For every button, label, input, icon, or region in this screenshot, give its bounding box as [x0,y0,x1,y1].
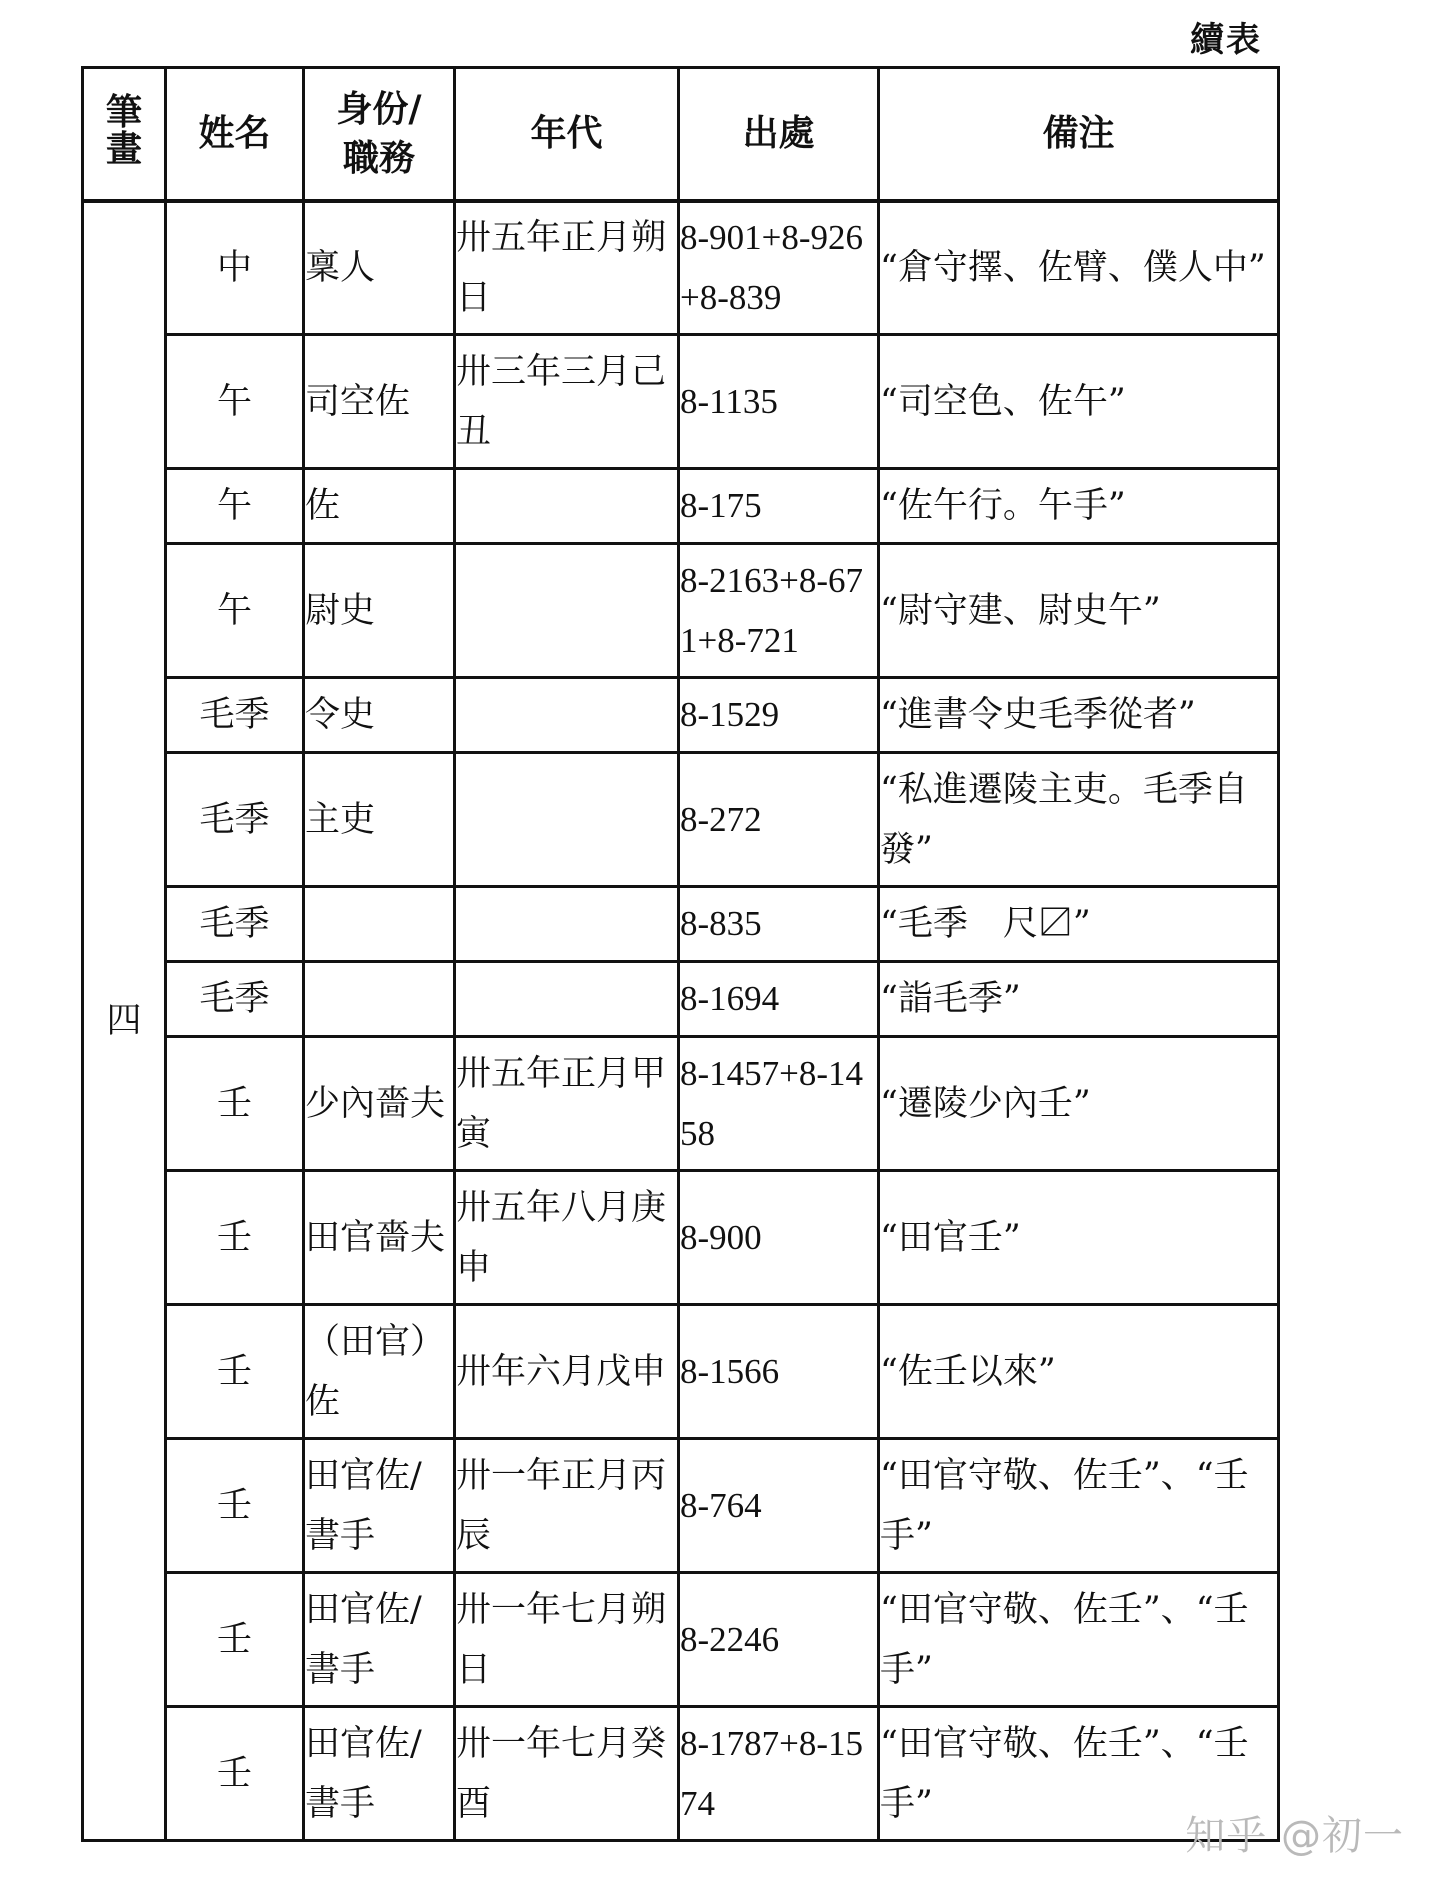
source-cell: 8-1135 [679,335,879,469]
source-cell: 8-1787+8-1574 [679,1707,879,1841]
source-cell: 8-1566 [679,1305,879,1439]
date-cell [455,544,679,678]
role-cell: 司空佐 [304,335,455,469]
name-cell: 毛季 [166,962,304,1037]
source-cell: 8-764 [679,1439,879,1573]
date-cell: 卅五年正月甲寅 [455,1037,679,1171]
name-cell: 午 [166,469,304,544]
table-row [83,1707,1279,1841]
role-cell: 尉史 [304,544,455,678]
header-role [304,68,455,201]
date-cell [455,887,679,962]
name-cell: 壬 [166,1171,304,1305]
table-row [83,201,1279,335]
note-cell: “司空色、佐午” [879,335,1279,469]
role-cell: 田官佐/書手 [304,1573,455,1707]
date-cell: 卅三年三月己丑 [455,335,679,469]
note-cell: “佐午行。午手” [879,469,1279,544]
name-cell: 毛季 [166,753,304,887]
table-row [83,962,1279,1037]
source-cell: 8-901+8-926+8-839 [679,201,879,335]
source-cell: 8-272 [679,753,879,887]
role-cell [304,887,455,962]
header-date: 年代 [455,68,679,201]
role-cell: 少內嗇夫 [304,1037,455,1171]
source-cell: 8-835 [679,887,879,962]
role-cell: 田官嗇夫 [304,1171,455,1305]
table-row [83,1171,1279,1305]
name-cell: 毛季 [166,887,304,962]
table-row [83,753,1279,887]
table-body [83,201,1279,1841]
role-cell: 稟人 [304,201,455,335]
table-row [83,1439,1279,1573]
date-cell: 卅五年八月庚申 [455,1171,679,1305]
name-cell: 壬 [166,1305,304,1439]
source-cell: 8-1529 [679,678,879,753]
note-cell: “遷陵少內壬” [879,1037,1279,1171]
watermark: 知乎 @初一 [1185,1813,1404,1859]
stroke-group-cell: 四 [83,201,166,1841]
source-cell: 8-2163+8-671+8-721 [679,544,879,678]
table-row [83,678,1279,753]
role-cell: 田官佐/書手 [304,1707,455,1841]
role-cell: 令史 [304,678,455,753]
source-cell: 8-1457+8-1458 [679,1037,879,1171]
role-cell: 主吏 [304,753,455,887]
source-cell: 8-2246 [679,1573,879,1707]
name-cell: 壬 [166,1439,304,1573]
note-cell: “倉守擇、佐臂、僕人中” [879,201,1279,335]
name-cell: 壬 [166,1037,304,1171]
date-cell: 卅年六月戊申 [455,1305,679,1439]
source-cell: 8-175 [679,469,879,544]
note-cell: “田官壬” [879,1171,1279,1305]
header-note: 備注 [879,68,1279,201]
name-cell: 午 [166,335,304,469]
note-cell: “田官守敬、佐壬”、“壬手” [879,1439,1279,1573]
table-row [83,1305,1279,1439]
name-cell: 壬 [166,1573,304,1707]
note-cell: “佐壬以來” [879,1305,1279,1439]
table-row [83,544,1279,678]
note-cell: “尉守建、尉史午” [879,544,1279,678]
name-cell: 壬 [166,1707,304,1841]
date-cell [455,753,679,887]
note-cell: “田官守敬、佐壬”、“壬手” [879,1707,1279,1841]
note-cell: “詣毛季” [879,962,1279,1037]
date-cell [455,962,679,1037]
name-cell: 午 [166,544,304,678]
date-cell: 卅一年正月丙辰 [455,1439,679,1573]
continued-table-label: 續表 [1190,20,1262,60]
table-row [83,335,1279,469]
role-cell [304,962,455,1037]
officials-table [81,66,1280,1842]
role-cell: （田官）佐 [304,1305,455,1439]
name-cell: 毛季 [166,678,304,753]
date-cell: 卅一年七月癸酉 [455,1707,679,1841]
header-stroke-label: 筆畫 [105,90,142,171]
note-cell: “田官守敬、佐壬”、“壬手” [879,1573,1279,1707]
table-header-row [83,68,1279,201]
header-source: 出處 [679,68,879,201]
note-cell: “私進遷陵主吏。毛季自發” [879,753,1279,887]
table-row [83,1573,1279,1707]
header-role-label: 身份/職務 [336,88,422,179]
date-cell [455,469,679,544]
source-cell: 8-1694 [679,962,879,1037]
date-cell: 卅五年正月朔日 [455,201,679,335]
note-cell: “毛季 尺〼” [879,887,1279,962]
header-name: 姓名 [166,68,304,201]
date-cell [455,678,679,753]
header-stroke [83,68,166,201]
role-cell: 田官佐/書手 [304,1439,455,1573]
name-cell: 中 [166,201,304,335]
date-cell: 卅一年七月朔日 [455,1573,679,1707]
table-row [83,469,1279,544]
role-cell: 佐 [304,469,455,544]
table-row [83,887,1279,962]
table-row [83,1037,1279,1171]
source-cell: 8-900 [679,1171,879,1305]
note-cell: “進書令史毛季從者” [879,678,1279,753]
